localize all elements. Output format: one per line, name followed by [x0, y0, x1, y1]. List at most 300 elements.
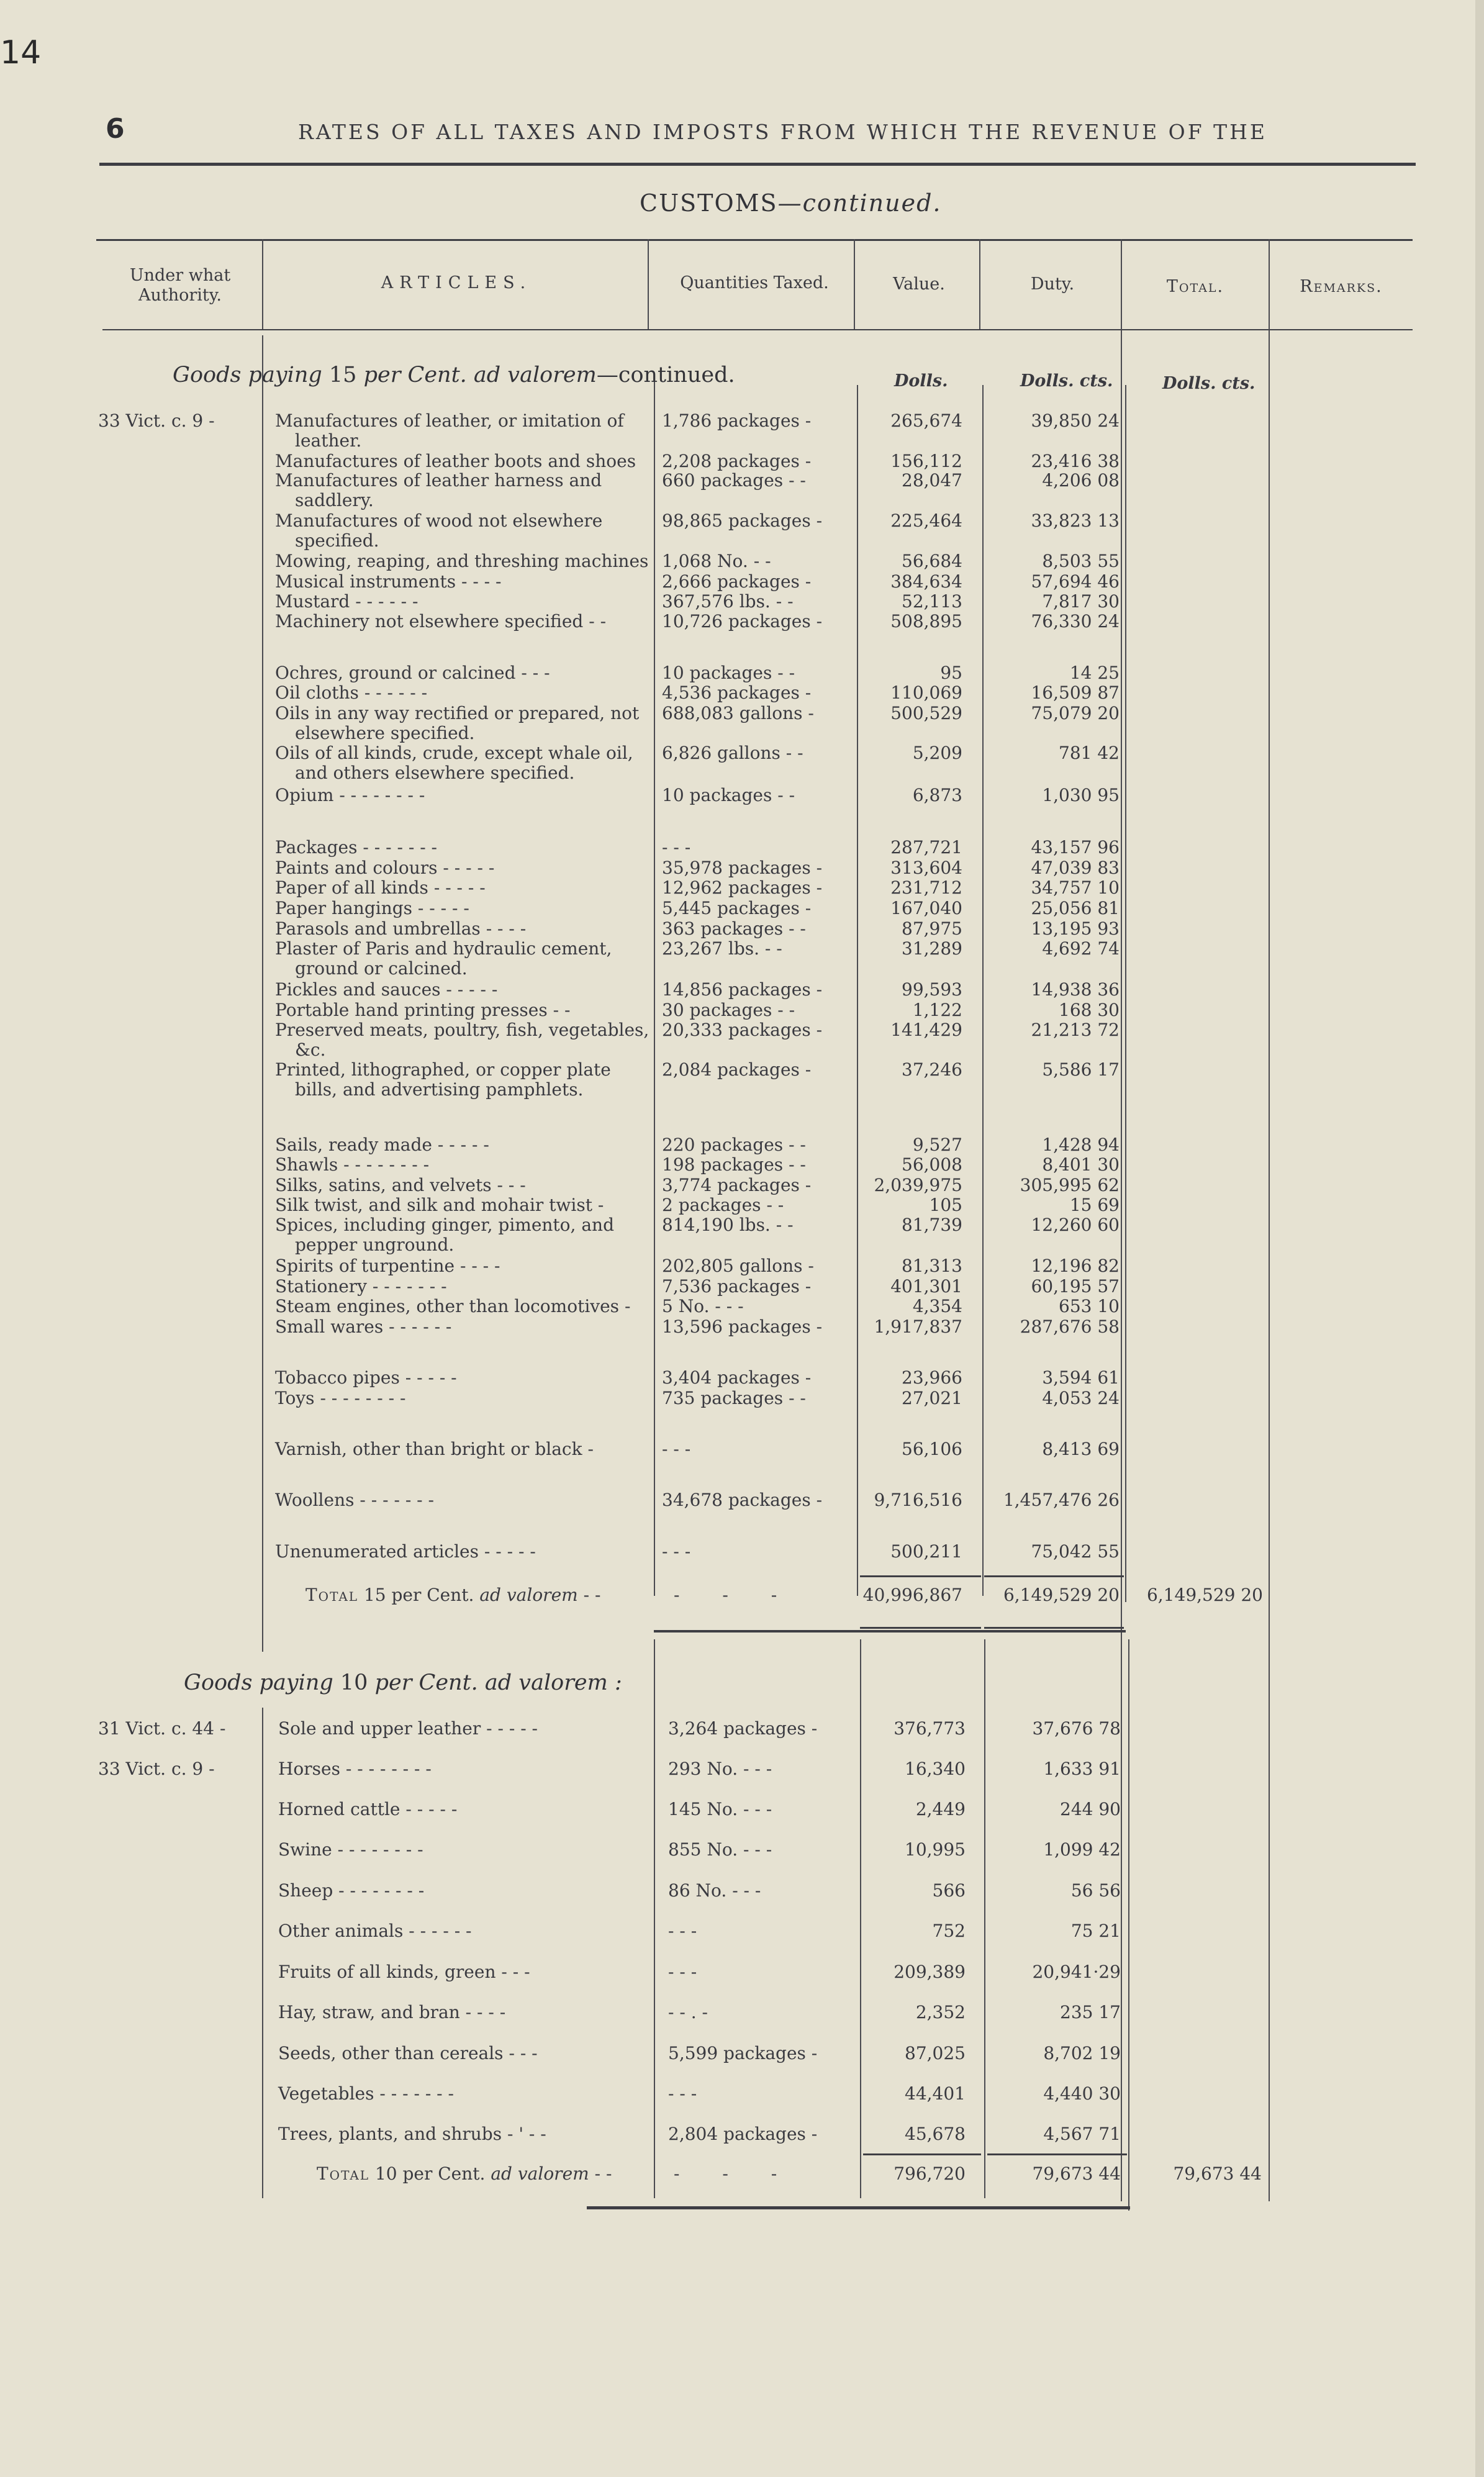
- article-name: Silk twist, and silk and mohair twist -: [275, 1195, 604, 1215]
- value-cell: 2,449: [915, 1799, 966, 1819]
- value-cell: 2,039,975: [874, 1175, 962, 1195]
- total-label-part: 10 per Cent.: [369, 2163, 491, 2184]
- article-cell: [275, 1439, 654, 1459]
- total-label-part: 15 per Cent.: [358, 1585, 480, 1605]
- duty-cell: 1,633 91: [1043, 1759, 1121, 1779]
- duty-cell: 23,416 38: [1031, 451, 1120, 471]
- duty-cell: 12,196 82: [1031, 1256, 1120, 1276]
- article-name: Manufactures of leather boots and shoes: [275, 451, 636, 471]
- total-15-grand: 6,149,529 20: [1146, 1585, 1263, 1605]
- duty-cell: 56 56: [1070, 1880, 1121, 1901]
- value-cell: 376,773: [894, 1718, 966, 1739]
- header-remarks: Remarks.: [1300, 277, 1383, 296]
- article-cell: [275, 858, 654, 878]
- article-cell: [275, 878, 654, 898]
- article-name: Manufactures of wood not elsewhere: [275, 510, 603, 531]
- article-name: Parasols and umbrellas - - - -: [275, 918, 527, 939]
- quantity-cell: 5 No. - - -: [662, 1296, 744, 1316]
- total-label-part: - -: [577, 1585, 601, 1605]
- quantity-cell: 220 packages - -: [662, 1134, 806, 1155]
- article-cell: [278, 1759, 657, 1779]
- value-cell: 81,313: [902, 1256, 962, 1276]
- quantity-cell: 293 No. - - -: [668, 1759, 772, 1779]
- authority-cell: 33 Vict. c. 9 -: [98, 410, 215, 431]
- section-heading-part: Goods paying: [184, 1670, 333, 1695]
- quantity-cell: - - -: [668, 1962, 697, 1982]
- col-rule: [1121, 239, 1122, 2201]
- section-heading-15: [173, 363, 735, 387]
- quantity-cell: - - -: [668, 2083, 697, 2104]
- article-name: Plaster of Paris and hydraulic cement,: [275, 938, 612, 959]
- article-cell: [275, 1020, 654, 1060]
- article-name: Preserved meats, poultry, fish, vegetables,: [275, 1020, 649, 1040]
- duty-cell: 76,330 24: [1031, 611, 1120, 632]
- value-cell: 265,674: [890, 410, 962, 431]
- duty-cell: 781 42: [1059, 743, 1120, 763]
- duty-cell: 47,039 83: [1031, 858, 1120, 878]
- value-cell: 287,721: [890, 837, 962, 858]
- duty-cell: 3,594 61: [1042, 1367, 1120, 1388]
- duty-cell: 244 90: [1060, 1799, 1121, 1819]
- duty-cell: 16,509 87: [1031, 682, 1120, 703]
- value-cell: 401,301: [890, 1276, 962, 1297]
- col-rule: [984, 1639, 985, 2198]
- authority-cell: 31 Vict. c. 44 -: [98, 1718, 226, 1739]
- quantity-cell: 145 No. - - -: [668, 1799, 772, 1819]
- article-cell: [278, 1962, 657, 1982]
- duty-cell: 37,676 78: [1032, 1718, 1121, 1739]
- article-name: Pickles and sauces - - - - -: [275, 979, 498, 1000]
- article-name: Spices, including ginger, pimento, and: [275, 1215, 614, 1235]
- article-name: Portable hand printing presses - -: [275, 1000, 571, 1020]
- corner-number: 14: [0, 34, 42, 71]
- quantity-cell: 14,856 packages -: [662, 979, 823, 1000]
- quantity-cell: 3,774 packages -: [662, 1175, 812, 1195]
- authority-cell: 33 Vict. c. 9 -: [98, 1759, 215, 1779]
- article-cell: [275, 1388, 654, 1408]
- duty-cell: 4,053 24: [1042, 1388, 1120, 1408]
- value-cell: 384,634: [890, 571, 962, 592]
- article-name: Tobacco pipes - - - - -: [275, 1367, 457, 1388]
- total-10-qty: - - -: [674, 2163, 777, 2184]
- quantity-cell: 12,962 packages -: [662, 877, 823, 898]
- header-duty: Duty.: [1030, 274, 1075, 294]
- value-cell: 23,966: [902, 1367, 962, 1388]
- quantity-cell: 13,596 packages -: [662, 1316, 823, 1337]
- duty-cell: 25,056 81: [1031, 898, 1120, 918]
- article-name: Varnish, other than bright or black -: [275, 1439, 594, 1459]
- quantity-cell: 688,083 gallons -: [662, 703, 814, 723]
- article-cell: [278, 2124, 657, 2144]
- duty-cell: 14,938 36: [1031, 979, 1120, 1000]
- duty-cell: 14 25: [1069, 663, 1120, 683]
- quantity-cell: 23,267 lbs. - -: [662, 938, 782, 959]
- value-cell: 225,464: [890, 510, 962, 531]
- article-cell: [275, 1297, 654, 1316]
- sum-rule: [863, 2153, 981, 2155]
- quantity-cell: 855 No. - - -: [668, 1839, 772, 1860]
- article-name: Packages - - - - - - -: [275, 837, 438, 858]
- value-cell: 508,895: [890, 611, 962, 632]
- sum-rule: [984, 1575, 1124, 1577]
- article-cell: [275, 411, 654, 451]
- section-heading-part: per Cent. ad valorem: [363, 363, 597, 387]
- total-10-grand: 79,673 44: [1173, 2163, 1262, 2184]
- article-name: Silks, satins, and velvets - - -: [275, 1175, 526, 1195]
- duty-cell: 15 69: [1069, 1195, 1120, 1215]
- value-cell: 141,429: [890, 1020, 962, 1040]
- article-name-cont: and others elsewhere specified.: [295, 763, 575, 783]
- article-cell: [275, 471, 654, 510]
- duty-cell: 168 30: [1059, 1000, 1120, 1020]
- article-cell: [275, 919, 654, 939]
- article-cell: [275, 1175, 654, 1195]
- duty-cell: 8,702 19: [1043, 2043, 1121, 2063]
- article-cell: [275, 704, 654, 743]
- article-name-cont: leather.: [295, 430, 362, 451]
- total-label-part: Total: [305, 1585, 359, 1605]
- article-cell: [278, 2003, 657, 2022]
- article-cell: [275, 663, 654, 683]
- article-name: Hay, straw, and bran - - - -: [278, 2002, 506, 2022]
- article-name: Steam engines, other than locomotives -: [275, 1296, 631, 1316]
- value-cell: 1,122: [912, 1000, 962, 1020]
- col-rule: [982, 385, 984, 1596]
- duty-cell: 60,195 57: [1031, 1276, 1120, 1297]
- quantity-cell: 363 packages - -: [662, 918, 806, 939]
- duty-cell: 4,206 08: [1042, 470, 1120, 491]
- article-cell: [275, 1215, 654, 1255]
- section-end-rule: [654, 1630, 1126, 1632]
- quantity-cell: 2,804 packages -: [668, 2124, 818, 2144]
- article-name: Oil cloths - - - - - -: [275, 682, 428, 703]
- article-name: Sheep - - - - - - - -: [278, 1880, 425, 1901]
- article-name: Woollens - - - - - - -: [275, 1490, 435, 1510]
- col-rule: [262, 239, 263, 329]
- article-cell: [278, 1881, 657, 1901]
- header-articles: ARTICLES.: [381, 273, 532, 292]
- value-cell: 313,604: [890, 858, 962, 878]
- value-cell: 56,008: [902, 1154, 962, 1175]
- article-cell: [278, 1840, 657, 1860]
- duty-cell: 8,503 55: [1042, 551, 1120, 571]
- value-cell: 87,025: [905, 2043, 966, 2063]
- article-cell: [278, 1719, 657, 1739]
- col-rule: [860, 1639, 861, 2198]
- duty-cell: 34,757 10: [1031, 877, 1120, 898]
- quantity-cell: 2 packages - -: [662, 1195, 784, 1215]
- title-main: CUSTOMS: [640, 189, 778, 217]
- quantity-cell: 1,068 No. - -: [662, 551, 771, 571]
- col-rule: [979, 239, 980, 329]
- article-name: Paper of all kinds - - - - -: [275, 877, 486, 898]
- header-value: Value.: [893, 274, 945, 294]
- article-cell: [275, 1490, 654, 1510]
- quantity-cell: 735 packages - -: [662, 1388, 806, 1408]
- value-cell: 9,527: [912, 1134, 962, 1155]
- article-cell: [275, 838, 654, 858]
- duty-cell: 39,850 24: [1031, 410, 1120, 431]
- total-15-qty: - - -: [674, 1585, 777, 1605]
- quantity-cell: 4,536 packages -: [662, 682, 812, 703]
- section-heading-part: 10: [333, 1670, 375, 1695]
- article-cell: [275, 511, 654, 551]
- quantity-cell: 660 packages - -: [662, 470, 806, 491]
- value-cell: 52,113: [902, 591, 962, 612]
- quantity-cell: 3,264 packages -: [668, 1718, 818, 1739]
- total-label-part: Total: [317, 2163, 370, 2184]
- units-total: Dolls. cts.: [1162, 374, 1256, 393]
- duty-cell: 4,567 71: [1043, 2124, 1121, 2144]
- value-cell: 500,529: [890, 703, 962, 723]
- quantity-cell: 34,678 packages -: [662, 1490, 823, 1510]
- article-name: Paper hangings - - - - -: [275, 898, 469, 918]
- article-cell: [275, 551, 654, 571]
- value-cell: 45,678: [905, 2124, 966, 2144]
- value-cell: 95: [940, 663, 962, 683]
- header-total: Total.: [1166, 277, 1224, 296]
- quantity-cell: - - . -: [668, 2002, 708, 2022]
- quantity-cell: 86 No. - - -: [668, 1880, 761, 1901]
- col-rule: [262, 335, 263, 1652]
- page-number: 6: [106, 113, 125, 145]
- duty-cell: 4,440 30: [1043, 2083, 1121, 2104]
- article-name: Stationery - - - - - - -: [275, 1276, 447, 1297]
- duty-cell: 8,413 69: [1042, 1439, 1120, 1459]
- section-heading-part: Goods paying: [173, 363, 322, 387]
- value-cell: 110,069: [890, 682, 962, 703]
- article-name-cont: &c.: [295, 1039, 326, 1060]
- duty-cell: 75,079 20: [1031, 703, 1120, 723]
- value-cell: 28,047: [902, 470, 962, 491]
- duty-cell: 5,586 17: [1042, 1059, 1120, 1080]
- section-heading-part: 15: [322, 363, 364, 387]
- article-name: Sole and upper leather - - - - -: [278, 1718, 538, 1739]
- units-duty: Dolls. cts.: [1020, 371, 1113, 391]
- article-name: Mustard - - - - - -: [275, 591, 419, 612]
- col-rule: [857, 385, 858, 1596]
- article-name: Trees, plants, and shrubs - ' - -: [278, 2124, 546, 2144]
- article-name-cont: ground or calcined.: [295, 958, 468, 979]
- total-label-part: - -: [589, 2163, 612, 2184]
- article-cell: [275, 743, 654, 783]
- article-cell: [275, 1060, 654, 1100]
- article-cell: [275, 1277, 654, 1297]
- header-bottom-rule: [102, 329, 1413, 330]
- value-cell: 9,716,516: [874, 1490, 962, 1510]
- article-name: Spirits of turpentine - - - -: [275, 1256, 500, 1276]
- col-rule: [1269, 239, 1270, 2201]
- article-cell: [275, 1542, 654, 1562]
- running-head: RATES OF ALL TAXES AND IMPOSTS FROM WHICH THE REVENUE OF THE: [298, 120, 1267, 144]
- quantity-cell: 35,978 packages -: [662, 858, 823, 878]
- duty-cell: 1,428 94: [1042, 1134, 1120, 1155]
- col-rule: [648, 239, 649, 329]
- value-cell: 156,112: [890, 451, 962, 471]
- value-cell: 56,106: [902, 1439, 962, 1459]
- section-heading-10: [184, 1670, 622, 1695]
- duty-cell: 43,157 96: [1031, 837, 1120, 858]
- col-rule: [262, 1708, 263, 2198]
- article-name: Horned cattle - - - - -: [278, 1799, 458, 1819]
- quantity-cell: 98,865 packages -: [662, 510, 823, 531]
- head-rule: [99, 163, 1416, 166]
- quantity-cell: 2,666 packages -: [662, 571, 812, 592]
- sum-rule: [860, 1627, 981, 1629]
- duty-cell: 4,692 74: [1042, 938, 1120, 959]
- quantity-cell: 2,208 packages -: [662, 451, 812, 471]
- total-15-duty: 6,149,529 20: [1003, 1585, 1120, 1605]
- duty-cell: 20,941·29: [1032, 1962, 1121, 1982]
- value-cell: 2,352: [915, 2002, 966, 2022]
- quantity-cell: 202,805 gallons -: [662, 1256, 814, 1276]
- page-edge: [1475, 0, 1484, 2477]
- article-cell: [275, 786, 654, 805]
- value-cell: 6,873: [912, 785, 962, 805]
- article-name-cont: saddlery.: [295, 490, 374, 510]
- quantity-cell: 198 packages - -: [662, 1154, 806, 1175]
- value-cell: 105: [929, 1195, 962, 1215]
- article-cell: [275, 939, 654, 979]
- article-name: Manufactures of leather, or imitation of: [275, 410, 624, 431]
- total-10-value: 796,720: [894, 2163, 966, 2184]
- duty-cell: 7,817 30: [1042, 591, 1120, 612]
- duty-cell: 33,823 13: [1031, 510, 1120, 531]
- article-name: Fruits of all kinds, green - - -: [278, 1962, 530, 1982]
- quantity-cell: 367,576 lbs. - -: [662, 591, 794, 612]
- article-name: Unenumerated articles - - - - -: [275, 1541, 536, 1562]
- value-cell: 16,340: [905, 1759, 966, 1779]
- duty-cell: 653 10: [1059, 1296, 1120, 1316]
- quantity-cell: 6,826 gallons - -: [662, 743, 803, 763]
- article-name-cont: pepper unground.: [295, 1234, 455, 1255]
- duty-cell: 1,099 42: [1043, 1839, 1121, 1860]
- article-name: Musical instruments - - - -: [275, 571, 502, 592]
- value-cell: 56,684: [902, 551, 962, 571]
- article-name: Opium - - - - - - - -: [275, 785, 425, 805]
- article-name: Seeds, other than cereals - - -: [278, 2043, 538, 2063]
- value-cell: 4,354: [912, 1296, 962, 1316]
- quantity-cell: - - -: [662, 1439, 691, 1459]
- value-cell: 87,975: [902, 918, 962, 939]
- article-name: Horses - - - - - - - -: [278, 1759, 432, 1779]
- duty-cell: 21,213 72: [1031, 1020, 1120, 1040]
- quantity-cell: 10 packages - -: [662, 785, 795, 805]
- value-cell: 37,246: [902, 1059, 962, 1080]
- article-name: Oils of all kinds, crude, except whale oil,: [275, 743, 633, 763]
- article-name: Manufactures of leather harness and: [275, 470, 602, 491]
- article-cell: [275, 899, 654, 918]
- duty-cell: 305,995 62: [1020, 1175, 1120, 1195]
- value-cell: 167,040: [890, 898, 962, 918]
- article-cell: [275, 1256, 654, 1276]
- table-top-rule: [96, 239, 1413, 241]
- value-cell: 231,712: [890, 877, 962, 898]
- quantity-cell: 5,599 packages -: [668, 2043, 818, 2063]
- article-name: Oils in any way rectified or prepared, not: [275, 703, 640, 723]
- value-cell: 10,995: [905, 1839, 966, 1860]
- header-authority: Under what Authority.: [129, 266, 231, 305]
- article-cell: [275, 572, 654, 592]
- article-name-cont: elsewhere specified.: [295, 723, 475, 743]
- article-name: Paints and colours - - - - -: [275, 858, 495, 878]
- page-title: [640, 189, 941, 217]
- article-cell: [275, 683, 654, 703]
- value-cell: 5,209: [912, 743, 962, 763]
- article-cell: [275, 1135, 654, 1155]
- total-10-duty: 79,673 44: [1032, 2163, 1121, 2184]
- article-cell: [275, 1368, 654, 1388]
- value-cell: 99,593: [902, 979, 962, 1000]
- article-cell: [275, 980, 654, 1000]
- value-cell: 1,917,837: [874, 1316, 962, 1337]
- duty-cell: 235 17: [1060, 2002, 1121, 2022]
- article-name: Other animals - - - - - -: [278, 1921, 472, 1941]
- total-label-part: ad valorem: [491, 2163, 589, 2184]
- article-name: Machinery not elsewhere specified - -: [275, 611, 607, 632]
- article-cell: [278, 2084, 657, 2104]
- quantity-cell: 10,726 packages -: [662, 611, 823, 632]
- duty-cell: 8,401 30: [1042, 1154, 1120, 1175]
- value-cell: 500,211: [890, 1541, 962, 1562]
- duty-cell: 1,030 95: [1042, 785, 1120, 805]
- article-cell: [275, 1155, 654, 1175]
- header-quantities: Quantities Taxed.: [680, 273, 829, 292]
- total-label-part: ad valorem: [479, 1585, 578, 1605]
- article-cell: [278, 2044, 657, 2063]
- section-heading-part: —continued.: [596, 363, 735, 387]
- units-value: Dolls.: [894, 371, 948, 391]
- article-name: Vegetables - - - - - - -: [278, 2083, 455, 2104]
- article-name: Mowing, reaping, and threshing machines: [275, 551, 649, 571]
- quantity-cell: - - -: [662, 1541, 691, 1562]
- article-cell: [275, 612, 654, 632]
- duty-cell: 57,694 46: [1031, 571, 1120, 592]
- total-10-label: [317, 2164, 612, 2184]
- value-cell: 44,401: [905, 2083, 966, 2104]
- value-cell: 31,289: [902, 938, 962, 959]
- col-rule: [1128, 1639, 1129, 2211]
- quantity-cell: - - -: [668, 1921, 697, 1941]
- duty-cell: 75,042 55: [1031, 1541, 1120, 1562]
- article-name: Small wares - - - - - -: [275, 1316, 452, 1337]
- table-end-rule: [587, 2206, 1130, 2209]
- quantity-cell: - - -: [662, 837, 691, 858]
- title-suffix: —continued.: [777, 189, 942, 217]
- quantity-cell: 814,190 lbs. - -: [662, 1215, 794, 1235]
- sum-rule: [984, 1627, 1124, 1629]
- total-15-value: 40,996,867: [862, 1585, 962, 1605]
- article-cell: [275, 1195, 654, 1215]
- duty-cell: 13,195 93: [1031, 918, 1120, 939]
- total-15-label: [305, 1585, 600, 1605]
- quantity-cell: 3,404 packages -: [662, 1367, 812, 1388]
- article-cell: [275, 592, 654, 612]
- quantity-cell: 30 packages - -: [662, 1000, 795, 1020]
- quantity-cell: 1,786 packages -: [662, 410, 812, 431]
- article-name: Shawls - - - - - - - -: [275, 1154, 430, 1175]
- col-rule: [654, 379, 655, 1596]
- value-cell: 209,389: [894, 1962, 966, 1982]
- col-rule: [854, 239, 855, 329]
- article-name-cont: specified.: [295, 530, 379, 551]
- sum-rule: [987, 2153, 1127, 2155]
- quantity-cell: 5,445 packages -: [662, 898, 812, 918]
- article-cell: [275, 1317, 654, 1337]
- value-cell: 566: [932, 1880, 966, 1901]
- duty-cell: 287,676 58: [1020, 1316, 1120, 1337]
- article-cell: [275, 451, 654, 471]
